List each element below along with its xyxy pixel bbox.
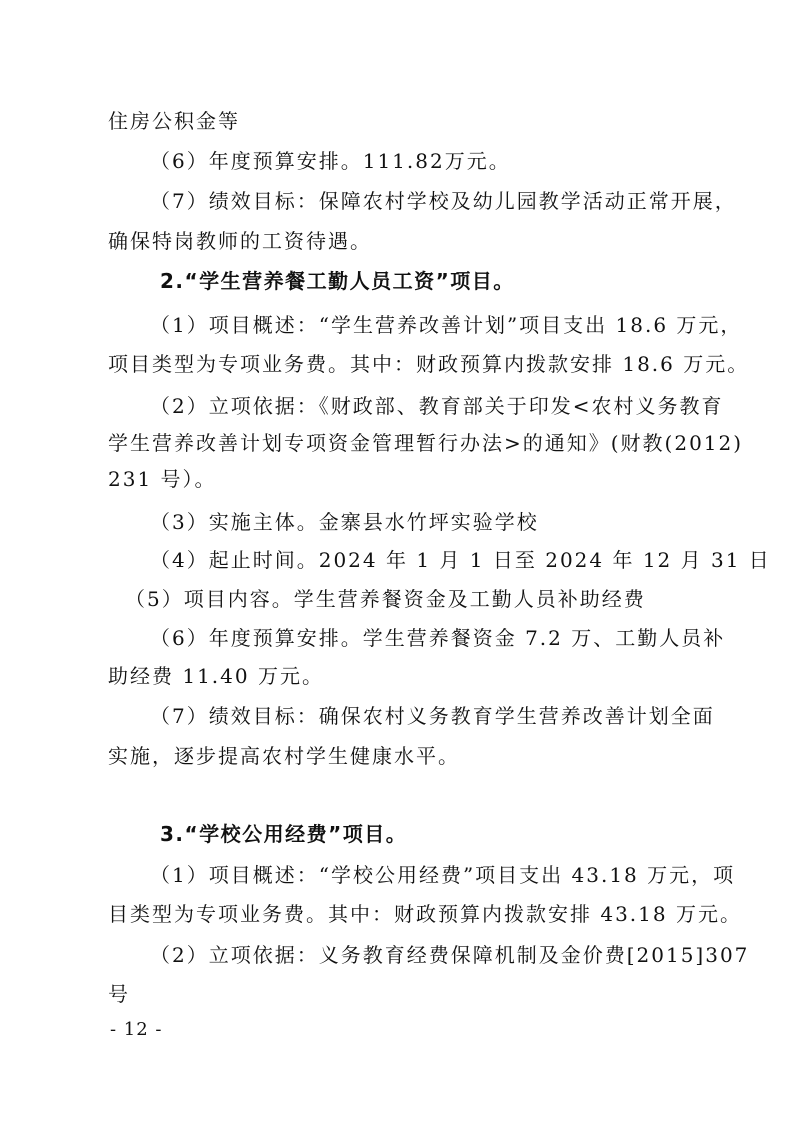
text-line: （6）年度预算安排。学生营养餐资金 7.2 万、工勤人员补 [150,626,726,650]
text-line: （7）绩效目标：保障农村学校及幼儿园教学活动正常开展， [150,189,737,213]
text-line: （5）项目内容。学生营养餐资金及工勤人员补助经费 [125,587,646,611]
text-line: （2）立项依据：《财政部、教育部关于印发<农村义务教育 [150,394,724,418]
text-line: 确保特岗教师的工资待遇。 [108,229,372,253]
text-line: 231 号）。 [108,467,217,491]
text-line: 实施，逐步提高农村学生健康水平。 [108,744,460,768]
text-line: （4）起止时间。2024 年 1 月 1 日至 2024 年 12 月 31 日 [150,548,771,572]
text-line: 学生营养改善计划专项资金管理暂行办法>的通知》(财教(2012) [108,431,744,455]
text-line: （3）实施主体。金寨县水竹坪实验学校 [150,510,539,534]
text-line: 住房公积金等 [108,109,240,133]
text-line: （6）年度预算安排。111.82万元。 [150,149,511,173]
section-heading: 2.“学生营养餐工勤人员工资”项目。 [160,269,515,293]
text-line: （1）项目概述：“学生营养改善计划”项目支出 18.6 万元， [150,313,743,337]
text-line: 号 [108,982,130,1006]
text-line: （2）立项依据：义务教育经费保障机制及金价费[2015]307 [150,943,750,967]
section-heading: 3.“学校公用经费”项目。 [160,822,408,846]
text-line: 目类型为专项业务费。其中：财政预算内拨款安排 43.18 万元。 [108,902,742,926]
text-line: 项目类型为专项业务费。其中：财政预算内拨款安排 18.6 万元。 [108,352,750,376]
page-number: - 12 - [110,1019,163,1040]
text-line: 助经费 11.40 万元。 [108,664,324,688]
text-line: （1）项目概述：“学校公用经费”项目支出 43.18 万元，项 [150,863,736,887]
text-line: （7）绩效目标：确保农村义务教育学生营养改善计划全面 [150,704,715,728]
